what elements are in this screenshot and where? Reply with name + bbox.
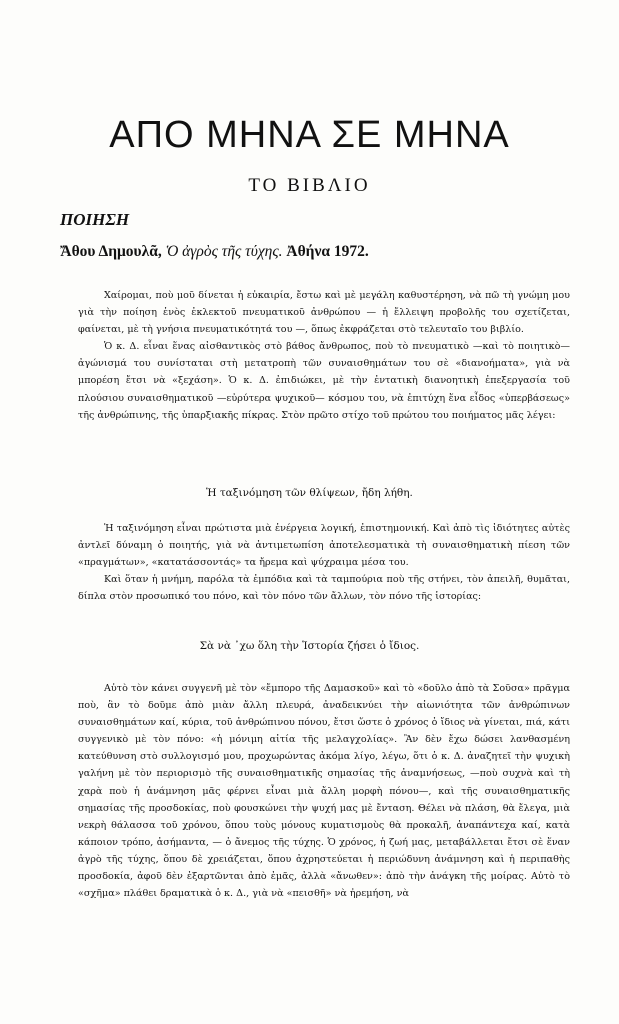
poem-quote: Ἡ ταξινόμηση τῶν θλίψεων, ἤδη λήθη. bbox=[206, 487, 413, 499]
paragraph: Καὶ ὅταν ἡ μνήμη, παρόλα τὰ ἐμπόδια καὶ τὰ ταμπούρια ποὺ τῆς στήνει, τὸν ἀπειλῆ, θυμᾶται, δίπλα στὸν προσωπικό του πόνο, καὶ τὸν πόνο τῶν ἄλλων, τὸν πόνο τῆς ἱστορίας: bbox=[78, 574, 570, 603]
book-place-year: Ἀθήνα 1972. bbox=[286, 243, 369, 260]
book-citation bbox=[60, 243, 369, 261]
text-block-3 bbox=[78, 680, 570, 902]
paragraph: Ἡ ταξινόμηση εἶναι πρώτιστα μιὰ ἐνέργεια λογική, ἐπιστημονική. Καὶ ἀπὸ τὶς ἰδιότητες αὐτὲς ἀντλεῖ δύναμη ὁ ποιητής, γιὰ νὰ ἀντιμετωπίση ἀποτελεσματικὰ τὴ συναισθηματικὴ πίεση τῶν «πραγμάτων», «κατατάσσοντάς» τα ἤρεμα καὶ ψύχραιμα μέσα του. bbox=[78, 523, 570, 569]
book-title: Ὁ ἀγρὸς τῆς τύχης. bbox=[165, 243, 283, 260]
poem-quote: Σὰ νὰ ᾽χω ὅλη τὴν Ἱστορία ζήσει ὁ ἴδιος. bbox=[199, 640, 420, 652]
paragraph: Αὐτὸ τὸν κάνει συγγενῆ μὲ τὸν «ἔμπορο τῆς Δαμασκοῦ» καὶ τὸ «δοῦλο ἀπὸ τὰ Σοῦσα» πρᾶγμα ποὺ, ἂν τὸ δοῦμε ἀπὸ μιὰν ἄλλη πλευρά, ἀναδεικνύει τὴν αἰωνιότητα τῶν ἀνθρώπινων συναισθημάτων καί, κύρια, τοῦ ἀνθρώπινου πόνου, ἔτσι ὥστε ὁ χρόνος ὁ ἴδιος νὰ γίνεται, πιά, κάτι συγγενικὸ μὲ τὸν πόνο: «ἡ μόνιμη αἰτία τῆς μελαγχολίας». Ἂν δὲν ἔχω δώσει λανθασμένη κατεύθυνση στὸ συλλογισμό μου, προχωρώντας ἀκόμα λίγο, λέγω, ὅτι ὁ κ. Δ. ἀναζητεῖ τὴν ψυχικὴ γαλήνη μὲ τὸν περιορισμὸ τῆς συναισθηματικῆς σημασίας τῆς ἀναμνήσεως, —ποὺ συχνὰ καὶ τὴ χαρὰ ποὺ ἡ ἀνάμνηση μᾶς φέρνει εἶναι μιὰ ἄλλη μορφὴ πόνου—, καὶ τῆς συναισθηματικῆς σημασίας τῆς προσδοκίας, ποὺ φουσκώνει τὴν ψυχή μας μὲ ἔνταση. Θέλει νὰ πλάση, θὰ ἔλεγα, μιὰ νεκρὴ θάλασσα τοῦ χρόνου, ὅπου τοὺς μόνους κυματισμοὺς θὰ προκαλῆ, ἀναπάντεχα καί, κατὰ κάποιον τρόπο, ἀσήμαντα, — ὁ ἄνεμος τῆς τύχης. Ὁ χρόνος, ἡ ζωή μας, μεταβάλλεται ἔτσι σὲ ἕναν ἀγρὸ τῆς τύχης, ὅπου δὲ χρειάζεται, ὅπου ἀχρηστεύεται ἡ περιώδυνη ἀνάμνηση καὶ ἡ περιπαθὴς προσδοκία, ἀφοῦ δὲν ἐξαρτῶνται ἀπὸ ἐμᾶς, ἀλλὰ «ἄνωθεν»: ἀπὸ τὴν ἀνάγκη τῆς μοίρας. Αὐτὸ τὸ «σχῆμα» πλάθει δραματικὰ ὁ κ. Δ., γιὰ νὰ «πεισθῆ» νὰ ἠρεμήση, νὰ bbox=[78, 683, 570, 900]
text-block-2 bbox=[78, 520, 570, 605]
page-title: ΑΠΟ ΜΗΝΑ ΣΕ ΜΗΝΑ bbox=[109, 114, 510, 156]
text-block-1 bbox=[78, 287, 570, 424]
paragraph: Χαίρομαι, ποὺ μοῦ δίνεται ἡ εὐκαιρία, ἔστω καὶ μὲ μεγάλη καθυστέρηση, νὰ πῶ τὴ γνώμη μου γιὰ τὴν ποίηση ἑνὸς ἐκλεκτοῦ πνευματικοῦ ἀνθρώπου — ἡ ἔλλειψη προβολῆς του σχετίζεται, φαίνεται, μὲ τὴ γνήσια πνευματικότητά του —, ὅπως ἐκφράζεται στὸ τελευταῖο του βιβλίο. bbox=[78, 290, 570, 336]
section-heading: ΠΟΙΗΣΗ bbox=[60, 210, 130, 229]
paragraph: Ὁ κ. Δ. εἶναι ἕνας αἰσθαντικὸς στὸ βάθος ἄνθρωπος, ποὺ τὸ πνευματικὸ —καὶ τὸ ποιητικὸ— ἀγώνισμά του συνίσταται στὴ μετατροπὴ τῶν συναισθημάτων του σὲ «διανοήματα», γιὰ νὰ μπορέση ἔτσι νὰ «ξεχάση». Ὁ κ. Δ. ἐπιδιώκει, μὲ τὴν ἐντατικὴ διανοητικὴ ἐπεξεργασία τοῦ πλούσιου συναισθηματικοῦ —εὐρύτερα ψυχικοῦ— κόσμου του, νὰ ἐπιτύχη ἕνα εἶδος «ὑπερβάσεως» τῆς ἀνθρώπινης, τῆς ὑπαρξιακῆς πίκρας. Στὸν πρῶτο στίχο τοῦ πρώτου του ποιήματος μᾶς λέγει: bbox=[78, 341, 570, 421]
page-subtitle: ΤΟ ΒΙΒΛΙΟ bbox=[248, 175, 371, 196]
book-author: Ἄθου Δημουλᾶ, bbox=[60, 243, 162, 260]
